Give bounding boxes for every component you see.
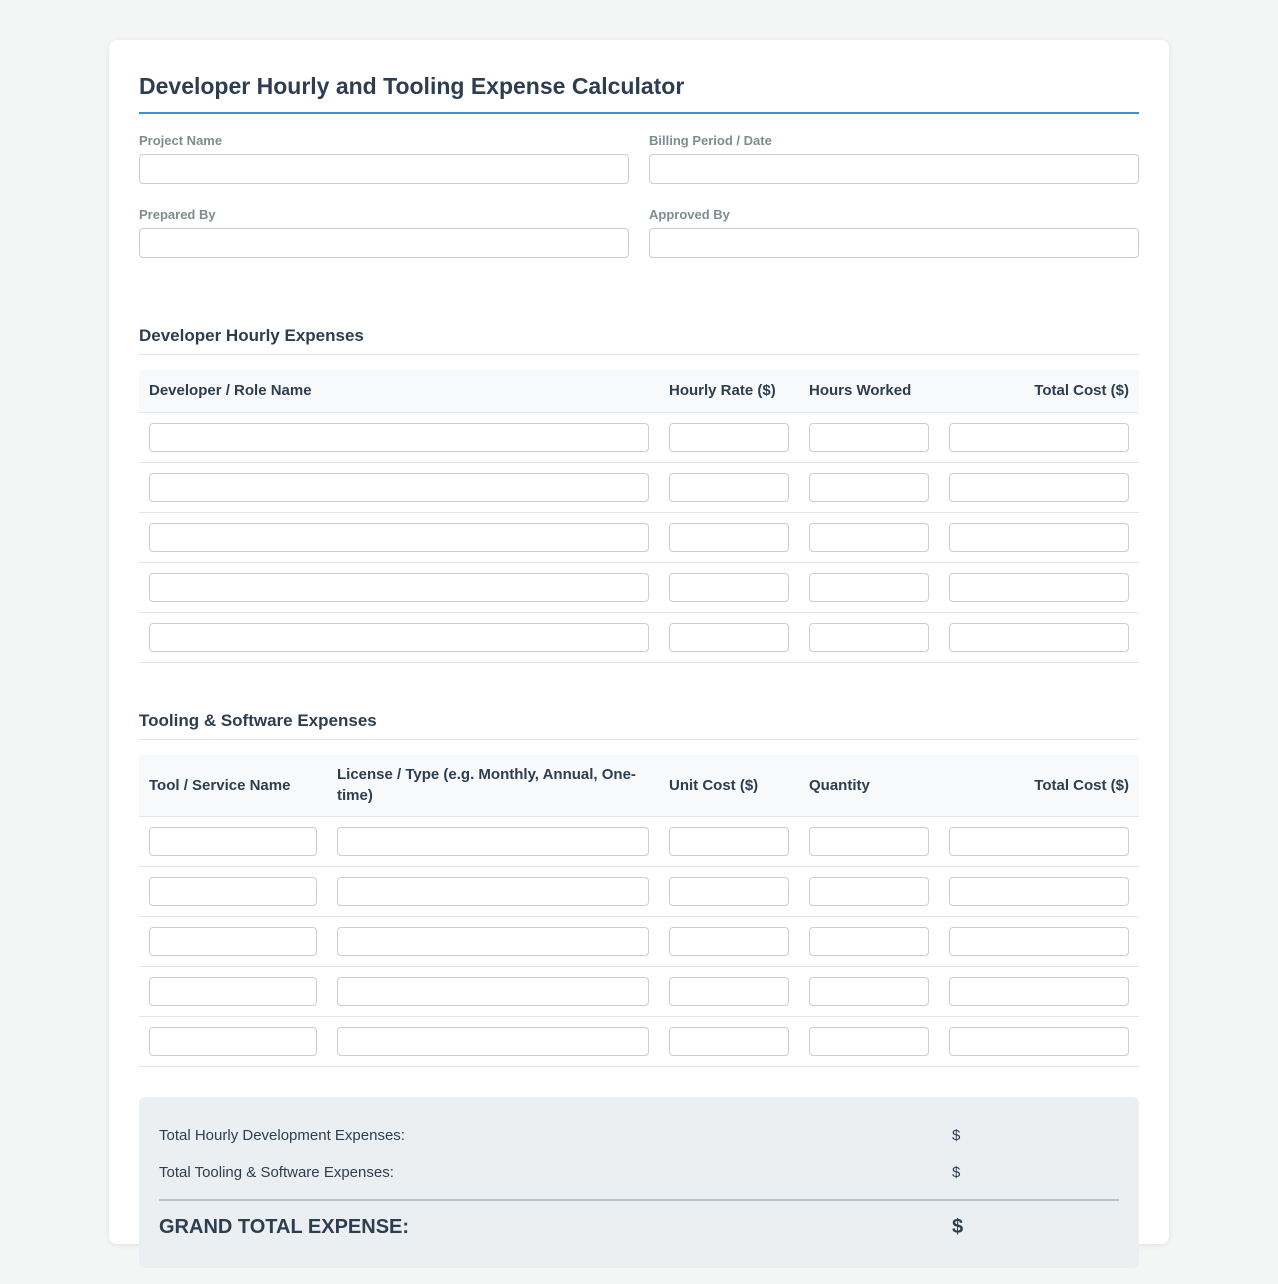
tool-total-cost-input[interactable] <box>949 1027 1129 1056</box>
developer-role-input[interactable] <box>149 523 649 552</box>
table-cell <box>327 967 659 1017</box>
developer-role-input[interactable] <box>149 573 649 602</box>
tool-name-input[interactable] <box>149 927 317 956</box>
developer-role-input[interactable] <box>149 423 649 452</box>
license-type-input[interactable] <box>337 1027 649 1056</box>
table-cell <box>139 562 659 612</box>
header-total-cost: Total Cost ($) <box>939 370 1139 412</box>
tool-total-cost-input[interactable] <box>949 827 1129 856</box>
table-cell <box>139 462 659 512</box>
header-quantity: Quantity <box>799 755 939 817</box>
table-cell <box>799 562 939 612</box>
header-license-type: License / Type (e.g. Monthly, Annual, One-time) <box>327 755 659 817</box>
unit-cost-input[interactable] <box>669 977 789 1006</box>
tooling-expenses-table <box>139 755 1139 1068</box>
table-cell <box>659 817 799 867</box>
tool-name-input[interactable] <box>149 1027 317 1056</box>
table-cell <box>659 412 799 462</box>
approved-by-field-group <box>649 206 1139 280</box>
table-cell <box>659 967 799 1017</box>
table-cell <box>799 917 939 967</box>
total-cost-input[interactable] <box>949 473 1129 502</box>
table-cell <box>799 462 939 512</box>
table-cell <box>139 612 659 662</box>
prepared-by-field-group <box>139 206 629 280</box>
grand-total-value: $ <box>952 1215 964 1238</box>
table-cell <box>939 562 1139 612</box>
unit-cost-input[interactable] <box>669 877 789 906</box>
table-cell <box>659 512 799 562</box>
tool-name-input[interactable] <box>149 877 317 906</box>
quantity-input[interactable] <box>809 827 929 856</box>
table-cell <box>799 867 939 917</box>
table-cell <box>139 967 327 1017</box>
tooling-total-row <box>159 1154 1119 1191</box>
table-cell <box>939 462 1139 512</box>
header-tool-total-cost: Total Cost ($) <box>939 755 1139 817</box>
hourly-total-row <box>159 1117 1119 1154</box>
project-name-field-group <box>139 132 629 206</box>
tooling-header-row <box>139 755 1139 817</box>
summary-panel <box>139 1097 1139 1268</box>
header-developer-role: Developer / Role Name <box>139 370 659 412</box>
hourly-expenses-table <box>139 370 1139 663</box>
unit-cost-input[interactable] <box>669 1027 789 1056</box>
table-cell <box>939 917 1139 967</box>
quantity-input[interactable] <box>809 927 929 956</box>
table-cell <box>327 817 659 867</box>
license-type-input[interactable] <box>337 927 649 956</box>
total-cost-input[interactable] <box>949 523 1129 552</box>
billing-period-field-group <box>649 132 1139 206</box>
table-cell <box>799 612 939 662</box>
table-row <box>139 562 1139 612</box>
table-cell <box>939 412 1139 462</box>
header-hours-worked: Hours Worked <box>799 370 939 412</box>
tool-total-cost-input[interactable] <box>949 977 1129 1006</box>
table-cell <box>799 412 939 462</box>
table-cell <box>939 512 1139 562</box>
project-name-label: Project Name <box>139 133 223 148</box>
table-cell <box>659 562 799 612</box>
approved-by-input[interactable] <box>649 228 1139 258</box>
prepared-by-label: Prepared By <box>139 207 216 222</box>
table-cell <box>799 1017 939 1067</box>
table-cell <box>139 867 327 917</box>
quantity-input[interactable] <box>809 877 929 906</box>
table-cell <box>939 967 1139 1017</box>
table-cell <box>659 867 799 917</box>
billing-period-label: Billing Period / Date <box>649 133 772 148</box>
tool-total-cost-input[interactable] <box>949 877 1129 906</box>
tool-name-input[interactable] <box>149 977 317 1006</box>
table-cell <box>799 512 939 562</box>
table-cell <box>139 917 327 967</box>
grand-total-label: GRAND TOTAL EXPENSE: <box>159 1215 410 1238</box>
hourly-rate-input[interactable] <box>669 573 789 602</box>
approved-by-label: Approved By <box>649 207 730 222</box>
table-cell <box>139 512 659 562</box>
table-cell <box>939 612 1139 662</box>
table-cell <box>659 462 799 512</box>
table-cell <box>939 817 1139 867</box>
tool-name-input[interactable] <box>149 827 317 856</box>
hours-worked-input[interactable] <box>809 523 929 552</box>
license-type-input[interactable] <box>337 827 649 856</box>
table-cell <box>659 612 799 662</box>
hourly-rate-input[interactable] <box>669 623 789 652</box>
hourly-rate-input[interactable] <box>669 523 789 552</box>
table-cell <box>139 412 659 462</box>
header-hourly-rate: Hourly Rate ($) <box>659 370 799 412</box>
table-row <box>139 867 1139 917</box>
unit-cost-input[interactable] <box>669 927 789 956</box>
table-cell <box>659 917 799 967</box>
hourly-header-row <box>139 370 1139 412</box>
table-cell <box>327 1017 659 1067</box>
table-row <box>139 967 1139 1017</box>
quantity-input[interactable] <box>809 1027 929 1056</box>
project-name-input[interactable] <box>139 154 629 184</box>
tooling-total-label: Total Tooling & Software Expenses: <box>159 1164 394 1181</box>
table-row <box>139 817 1139 867</box>
total-cost-input[interactable] <box>949 423 1129 452</box>
page-title: Developer Hourly and Tooling Expense Calculator <box>139 40 1139 114</box>
table-row <box>139 1017 1139 1067</box>
table-row <box>139 512 1139 562</box>
hourly-rate-input[interactable] <box>669 423 789 452</box>
license-type-input[interactable] <box>337 977 649 1006</box>
prepared-by-input[interactable] <box>139 228 629 258</box>
table-row <box>139 462 1139 512</box>
total-cost-input[interactable] <box>949 573 1129 602</box>
hours-worked-input[interactable] <box>809 623 929 652</box>
table-cell <box>799 967 939 1017</box>
unit-cost-input[interactable] <box>669 827 789 856</box>
table-row <box>139 412 1139 462</box>
hourly-total-value: $ <box>952 1127 961 1144</box>
table-row <box>139 917 1139 967</box>
table-row <box>139 612 1139 662</box>
developer-role-input[interactable] <box>149 623 649 652</box>
tooling-section-title: Tooling & Software Expenses <box>139 705 1139 740</box>
hourly-section-title: Developer Hourly Expenses <box>139 320 1139 355</box>
header-unit-cost: Unit Cost ($) <box>659 755 799 817</box>
table-cell <box>327 917 659 967</box>
table-cell <box>939 867 1139 917</box>
expense-calculator-card <box>109 40 1169 1244</box>
quantity-input[interactable] <box>809 977 929 1006</box>
tooling-total-value: $ <box>952 1164 961 1181</box>
table-cell <box>799 817 939 867</box>
hourly-total-label: Total Hourly Development Expenses: <box>159 1127 405 1144</box>
hours-worked-input[interactable] <box>809 473 929 502</box>
table-cell <box>327 867 659 917</box>
meta-fields <box>139 132 1139 280</box>
total-cost-input[interactable] <box>949 623 1129 652</box>
table-cell <box>939 1017 1139 1067</box>
hours-worked-input[interactable] <box>809 573 929 602</box>
table-cell <box>659 1017 799 1067</box>
tool-total-cost-input[interactable] <box>949 927 1129 956</box>
grand-total-row <box>159 1201 1119 1253</box>
billing-period-input[interactable] <box>649 154 1139 184</box>
license-type-input[interactable] <box>337 877 649 906</box>
header-tool-service: Tool / Service Name <box>139 755 327 817</box>
developer-role-input[interactable] <box>149 473 649 502</box>
hourly-rate-input[interactable] <box>669 473 789 502</box>
table-cell <box>139 1017 327 1067</box>
table-cell <box>139 817 327 867</box>
hours-worked-input[interactable] <box>809 423 929 452</box>
